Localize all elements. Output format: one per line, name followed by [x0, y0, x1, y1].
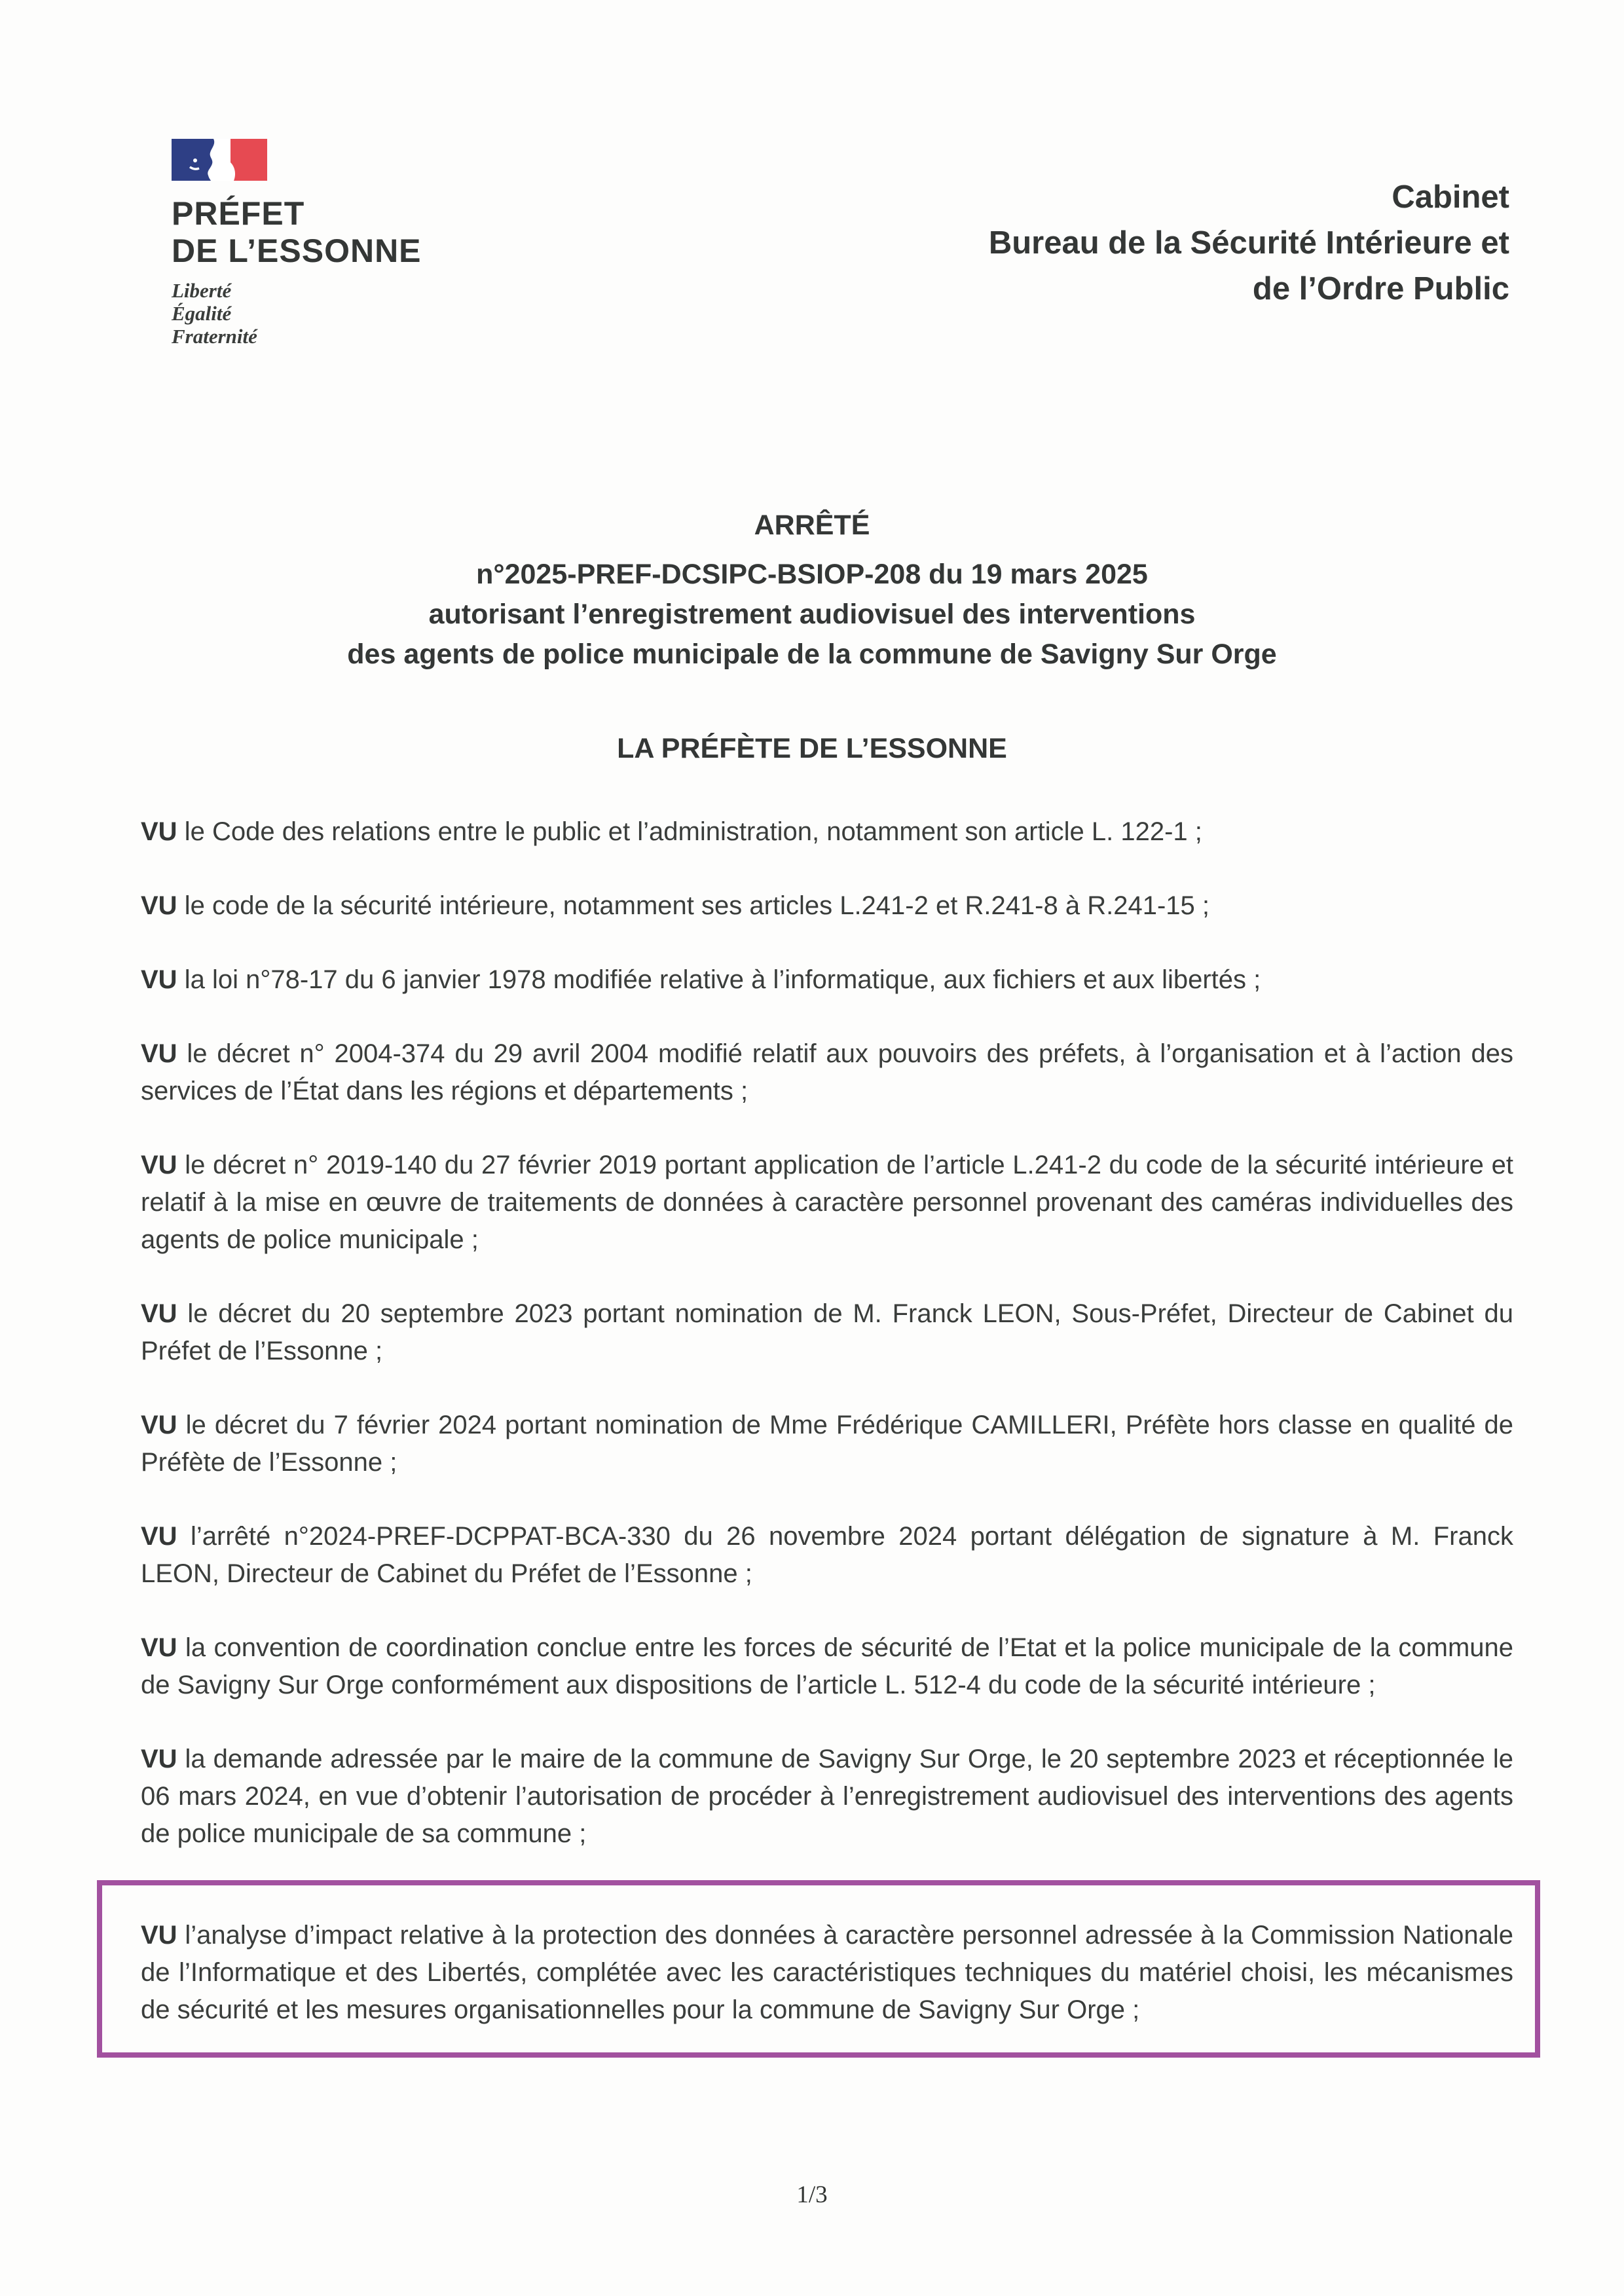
- recital-lead: VU: [141, 1299, 177, 1328]
- recital-paragraph: [141, 813, 1513, 851]
- decree-reference: n°2025-PREF-DCSIPC-BSIOP-208 du 19 mars 2025: [476, 559, 1148, 590]
- issuing-office: [989, 174, 1509, 312]
- page-number: 1/3: [796, 2181, 828, 2208]
- decree-subject-line2: des agents de police municipale de la commune de Savigny Sur Orge: [347, 639, 1277, 670]
- recital-paragraph: [141, 1147, 1513, 1259]
- authority-heading: LA PRÉFÈTE DE L’ESSONNE: [617, 733, 1007, 764]
- recital-text: la convention de coordination conclue entre les forces de sécurité de l’Etat et la police municipale de la commune de Savigny Sur Orge conformément aux dispositions de l’article L. 512-4 du code de la sécurité intérieure ;: [141, 1633, 1513, 1699]
- recital-text: le décret du 20 septembre 2023 portant nomination de M. Franck LEON, Sous-Préfet, Directeur de Cabinet du Préfet de l’Essonne ;: [141, 1299, 1513, 1365]
- decree-subject-line1: autorisant l’enregistrement audiovisuel des interventions: [428, 599, 1196, 630]
- recital-paragraph: [141, 961, 1513, 999]
- prefecture-name-line2: DE L’ESSONNE: [172, 232, 422, 269]
- office-line-cabinet: Cabinet: [1392, 179, 1509, 215]
- prefecture-name: [172, 195, 538, 270]
- recital-text: le décret n° 2004-374 du 29 avril 2004 modifié relatif aux pouvoirs des préfets, à l’organisation et à l’action des services de l’État dans les régions et départements ;: [141, 1039, 1513, 1105]
- recital-lead: VU: [141, 1745, 177, 1773]
- republic-motto: [172, 279, 538, 348]
- recital-lead: VU: [141, 1633, 177, 1662]
- recital-lead: VU: [141, 1522, 177, 1551]
- motto-fraternite: Fraternité: [172, 325, 257, 348]
- office-line-bureau: Bureau de la Sécurité Intérieure et: [988, 225, 1509, 261]
- recital-text: l’analyse d’impact relative à la protection des données à caractère personnel adressée à la Commission Nationale de l’Informatique et des Libertés, complétée avec les caractéristiques techniques du matériel choisi, les mécanismes de sécurité et les mesures organisationnelles pour la commune de Savigny Sur Orge ;: [141, 1921, 1513, 2024]
- prefecture-logo: [172, 139, 538, 348]
- recital-paragraph-highlighted: [141, 1917, 1513, 2029]
- recital-lead: VU: [141, 891, 177, 920]
- recital-paragraph: [141, 887, 1513, 925]
- recital-lead: VU: [141, 1921, 177, 1950]
- recital-text: la loi n°78-17 du 6 janvier 1978 modifiée relative à l’informatique, aux fichiers et aux libertés ;: [184, 965, 1261, 994]
- recital-lead: VU: [141, 1151, 177, 1179]
- recital-text: l’arrêté n°2024-PREF-DCPPAT-BCA-330 du 26 novembre 2024 portant délégation de signature à M. Franck LEON, Directeur de Cabinet du Préfet de l’Essonne ;: [141, 1522, 1513, 1588]
- recital-paragraph: [141, 1295, 1513, 1370]
- recital-text: le code de la sécurité intérieure, notamment ses articles L.241-2 et R.241-8 à R.241-15 ;: [184, 891, 1209, 920]
- recitals-section: [141, 813, 1513, 2058]
- recital-text: le décret n° 2019-140 du 27 février 2019 portant application de l’article L.241-2 du code de la sécurité intérieure et relatif à la mise en œuvre de traitements de données à caractère personnel provenant des caméras individuelles des agents de police municipale ;: [141, 1151, 1513, 1254]
- prefecture-name-line1: PRÉFET: [172, 195, 305, 232]
- recital-paragraph: [141, 1741, 1513, 1853]
- recital-paragraph: [141, 1407, 1513, 1481]
- french-flag-marianne-icon: [172, 139, 267, 181]
- office-line-ordre-public: de l’Ordre Public: [1252, 271, 1509, 306]
- motto-liberte: Liberté: [172, 279, 232, 302]
- recital-lead: VU: [141, 817, 177, 846]
- recital-paragraph: [141, 1035, 1513, 1110]
- recital-lead: VU: [141, 965, 177, 994]
- recital-lead: VU: [141, 1039, 177, 1068]
- motto-egalite: Égalité: [172, 302, 232, 325]
- recital-text: le décret du 7 février 2024 portant nomination de Mme Frédérique CAMILLERI, Préfète hors classe en qualité de Préfète de l’Essonne ;: [141, 1411, 1513, 1477]
- recital-paragraph: [141, 1518, 1513, 1593]
- recital-text: le Code des relations entre le public et l’administration, notamment son article L. 122-1 ;: [184, 817, 1202, 846]
- decree-heading: ARRÊTÉ: [754, 509, 870, 541]
- recital-text: la demande adressée par le maire de la commune de Savigny Sur Orge, le 20 septembre 2023 et réceptionnée le 06 mars 2024, en vue d’obtenir l’autorisation de procéder à l’enregistrement audiovisuel des interventions des agents de police municipale de sa commune ;: [141, 1745, 1513, 1848]
- recital-paragraph: [141, 1629, 1513, 1704]
- decree-title-block: [0, 506, 1624, 675]
- highlighted-recital-box: [97, 1880, 1540, 2058]
- recital-lead: VU: [141, 1411, 177, 1439]
